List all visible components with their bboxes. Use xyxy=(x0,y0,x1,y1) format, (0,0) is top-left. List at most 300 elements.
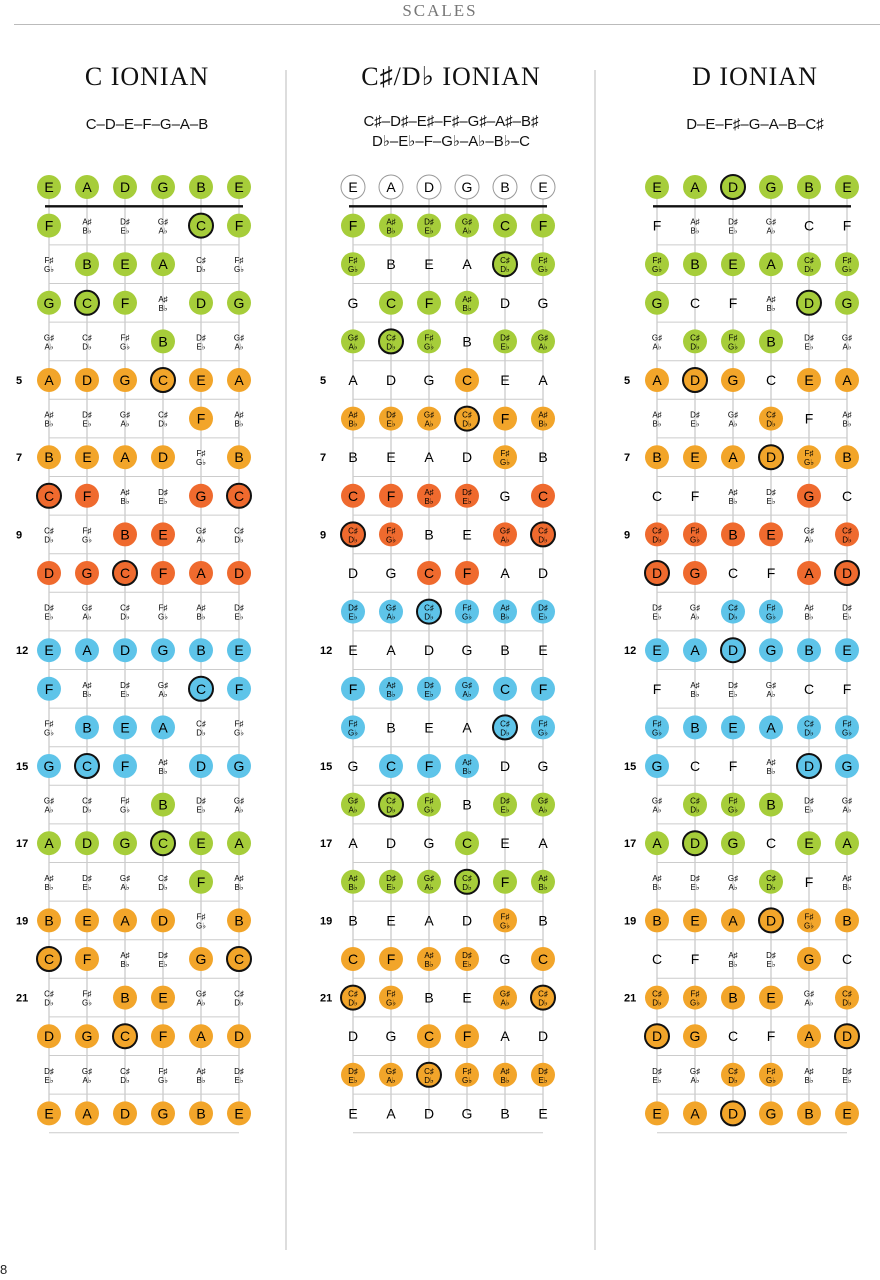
svg-text:C♯: C♯ xyxy=(386,333,396,343)
svg-text:A♭: A♭ xyxy=(500,998,510,1008)
svg-text:A♭: A♭ xyxy=(120,882,130,892)
root-note-marker xyxy=(417,600,441,624)
svg-text:G: G xyxy=(727,372,739,388)
svg-text:D♭: D♭ xyxy=(348,998,358,1008)
scale-note-marker xyxy=(341,329,365,353)
note-label xyxy=(455,175,479,199)
svg-text:D♭: D♭ xyxy=(196,265,206,275)
svg-text:G♯: G♯ xyxy=(651,333,663,343)
svg-text:C♯: C♯ xyxy=(690,796,700,806)
svg-text:G♯: G♯ xyxy=(81,603,93,613)
note-label xyxy=(652,1067,662,1085)
svg-text:A♯: A♯ xyxy=(652,410,662,420)
svg-text:D: D xyxy=(43,565,55,581)
svg-text:B♭: B♭ xyxy=(652,882,662,892)
svg-text:G: G xyxy=(765,642,777,659)
scale-note-marker xyxy=(75,715,99,739)
svg-text:D: D xyxy=(689,372,701,388)
scale-note-marker xyxy=(37,368,61,392)
svg-text:F: F xyxy=(386,951,396,967)
scale-note-marker xyxy=(341,947,365,971)
note-label xyxy=(462,1105,473,1121)
scale-note-marker xyxy=(227,1101,251,1125)
svg-text:G♭: G♭ xyxy=(44,265,54,275)
root-note-marker xyxy=(797,291,821,315)
scale-note-marker xyxy=(37,1024,61,1048)
svg-text:A♭: A♭ xyxy=(120,419,130,429)
svg-text:E: E xyxy=(424,256,434,273)
svg-text:E♭: E♭ xyxy=(196,342,206,352)
svg-text:C: C xyxy=(81,758,93,774)
svg-text:D♯: D♯ xyxy=(538,603,548,613)
svg-text:C: C xyxy=(347,487,359,504)
scale-note-marker xyxy=(759,638,783,662)
svg-text:B: B xyxy=(348,912,358,929)
svg-text:G♭: G♭ xyxy=(842,728,852,738)
svg-text:E♭: E♭ xyxy=(424,226,434,236)
fretboard-diagram xyxy=(620,0,880,1280)
scale-note-marker xyxy=(151,445,175,469)
note-label xyxy=(234,874,243,892)
scale-note-marker xyxy=(227,175,251,199)
svg-text:B♭: B♭ xyxy=(728,496,738,506)
svg-text:A♯: A♯ xyxy=(234,410,244,420)
note-label xyxy=(196,797,206,815)
svg-text:G: G xyxy=(689,565,701,581)
svg-text:D: D xyxy=(537,1028,549,1045)
svg-text:A♯: A♯ xyxy=(44,873,54,883)
scale-note-marker xyxy=(645,754,669,778)
svg-text:A♭: A♭ xyxy=(538,342,548,352)
svg-text:G♭: G♭ xyxy=(690,998,700,1008)
svg-text:D: D xyxy=(651,565,663,581)
svg-text:B♭: B♭ xyxy=(82,689,92,699)
scale-note-marker xyxy=(189,1024,213,1048)
svg-text:F: F xyxy=(424,758,434,774)
svg-text:D: D xyxy=(499,294,511,311)
scale-note-marker xyxy=(75,1024,99,1048)
svg-text:G♯: G♯ xyxy=(803,526,815,536)
note-label xyxy=(804,218,814,234)
note-label xyxy=(728,565,738,581)
svg-text:D: D xyxy=(385,372,397,388)
svg-text:C♯: C♯ xyxy=(158,873,168,883)
note-label xyxy=(44,990,54,1008)
note-label xyxy=(44,1067,54,1085)
svg-text:C♯: C♯ xyxy=(120,603,130,613)
svg-text:G♯: G♯ xyxy=(43,796,55,806)
note-label xyxy=(805,874,814,890)
note-label xyxy=(424,449,434,465)
note-label xyxy=(652,411,661,429)
svg-text:B♭: B♭ xyxy=(690,689,700,699)
svg-text:A♯: A♯ xyxy=(462,294,472,304)
svg-text:C: C xyxy=(765,835,777,852)
svg-text:D♭: D♭ xyxy=(804,265,814,275)
scale-note-marker xyxy=(417,407,441,431)
svg-text:C♯: C♯ xyxy=(766,410,776,420)
svg-text:F: F xyxy=(766,565,776,581)
svg-text:E♭: E♭ xyxy=(386,419,396,429)
svg-text:B♭: B♭ xyxy=(120,960,130,969)
svg-text:E: E xyxy=(44,642,54,659)
scale-note-marker xyxy=(151,1101,175,1125)
svg-text:A♭: A♭ xyxy=(766,689,776,699)
note-label xyxy=(386,1028,397,1044)
svg-text:G: G xyxy=(195,487,207,504)
svg-text:B♭: B♭ xyxy=(462,767,472,776)
note-label xyxy=(653,681,662,697)
scale-note-marker xyxy=(721,986,745,1010)
note-label xyxy=(348,449,357,465)
svg-text:E♭: E♭ xyxy=(234,612,244,622)
scale-note-marker xyxy=(759,1101,783,1125)
svg-text:D: D xyxy=(233,1028,245,1045)
svg-text:C♯: C♯ xyxy=(462,873,472,883)
note-label xyxy=(158,874,168,892)
scale-note-marker xyxy=(797,715,821,739)
svg-text:F: F xyxy=(766,1028,776,1045)
svg-text:E♭: E♭ xyxy=(766,496,776,506)
svg-text:A♭: A♭ xyxy=(424,882,434,892)
svg-text:C: C xyxy=(119,1028,131,1045)
svg-text:G♯: G♯ xyxy=(841,796,853,806)
svg-text:D♯: D♯ xyxy=(804,333,814,343)
svg-text:C: C xyxy=(841,487,853,504)
note-label xyxy=(234,990,244,1008)
svg-text:B: B xyxy=(652,449,662,466)
svg-text:F: F xyxy=(690,951,700,967)
svg-text:F: F xyxy=(82,487,92,504)
svg-text:G♯: G♯ xyxy=(689,1066,701,1076)
svg-text:E: E xyxy=(842,642,852,659)
svg-text:A♭: A♭ xyxy=(234,805,244,815)
svg-text:D♯: D♯ xyxy=(82,873,92,883)
svg-text:A♭: A♭ xyxy=(652,805,662,815)
svg-text:G♯: G♯ xyxy=(195,989,207,999)
svg-text:D♭: D♭ xyxy=(44,998,54,1008)
scale-note-marker xyxy=(645,986,669,1010)
svg-text:G: G xyxy=(537,758,549,774)
svg-text:B♭: B♭ xyxy=(500,612,510,622)
svg-text:C♯: C♯ xyxy=(538,526,548,536)
root-note-marker xyxy=(227,947,251,971)
svg-text:G: G xyxy=(119,372,131,388)
scale-note-marker xyxy=(683,1101,707,1125)
note-label xyxy=(842,411,851,429)
svg-text:G♯: G♯ xyxy=(233,796,245,806)
svg-text:G♭: G♭ xyxy=(462,1075,472,1085)
svg-text:F♯: F♯ xyxy=(728,333,738,343)
note-label xyxy=(120,951,129,969)
svg-text:C♯: C♯ xyxy=(424,1066,434,1076)
svg-text:D♯: D♯ xyxy=(652,1066,662,1076)
svg-text:D: D xyxy=(689,835,701,852)
svg-text:B♭: B♭ xyxy=(842,419,852,429)
svg-text:F: F xyxy=(842,680,852,697)
svg-text:G♭: G♭ xyxy=(44,728,54,738)
scale-note-marker xyxy=(189,754,213,778)
scale-note-marker xyxy=(721,715,745,739)
svg-text:D♯: D♯ xyxy=(500,796,510,806)
svg-text:A♯: A♯ xyxy=(158,758,168,767)
svg-text:A: A xyxy=(500,1028,510,1045)
svg-text:G: G xyxy=(651,758,663,774)
svg-text:A♯: A♯ xyxy=(690,217,700,227)
svg-text:A: A xyxy=(538,835,548,852)
svg-text:A♯: A♯ xyxy=(196,1066,206,1076)
note-label xyxy=(462,912,472,928)
svg-text:D♭: D♭ xyxy=(766,882,776,892)
svg-text:A♯: A♯ xyxy=(690,680,700,690)
svg-text:F: F xyxy=(424,294,434,311)
svg-text:D: D xyxy=(461,449,473,466)
svg-text:C♯: C♯ xyxy=(690,333,700,343)
svg-text:G♭: G♭ xyxy=(804,921,814,931)
svg-text:D: D xyxy=(81,835,93,852)
svg-text:D♭: D♭ xyxy=(120,612,130,622)
note-label xyxy=(500,642,509,658)
root-note-marker xyxy=(721,638,745,662)
note-label xyxy=(843,218,852,234)
scale-note-marker xyxy=(227,908,251,932)
note-label xyxy=(728,681,738,699)
svg-text:D♭: D♭ xyxy=(424,612,434,622)
svg-text:C♯: C♯ xyxy=(120,1066,130,1076)
svg-text:B: B xyxy=(424,526,434,543)
note-label xyxy=(538,1105,547,1121)
note-label xyxy=(500,372,509,388)
note-label xyxy=(158,488,168,506)
svg-text:E: E xyxy=(196,372,206,388)
svg-text:A: A xyxy=(82,642,92,659)
svg-text:A: A xyxy=(348,835,358,852)
svg-text:C: C xyxy=(233,951,245,967)
note-label xyxy=(196,333,206,351)
svg-text:D♭: D♭ xyxy=(158,882,168,892)
scale-note-marker xyxy=(531,329,555,353)
svg-text:B: B xyxy=(120,989,130,1006)
svg-text:E: E xyxy=(690,912,700,929)
svg-text:C♯: C♯ xyxy=(196,719,206,729)
svg-text:C♯: C♯ xyxy=(462,410,472,420)
svg-text:A: A xyxy=(538,372,548,388)
scale-column-d xyxy=(620,0,880,1280)
scale-note-marker xyxy=(75,947,99,971)
svg-text:D: D xyxy=(385,835,397,852)
svg-text:B: B xyxy=(120,526,130,543)
svg-text:B♭: B♭ xyxy=(158,767,168,776)
svg-text:B: B xyxy=(158,796,168,813)
note-label xyxy=(120,333,130,351)
svg-text:A♯: A♯ xyxy=(424,487,434,497)
scale-note-marker xyxy=(455,600,479,624)
note-label xyxy=(44,333,54,351)
note-label xyxy=(804,681,814,697)
svg-text:E♭: E♭ xyxy=(82,882,92,892)
svg-text:E♭: E♭ xyxy=(196,805,206,815)
svg-text:D: D xyxy=(423,642,435,659)
note-label xyxy=(500,565,510,581)
svg-text:G♯: G♯ xyxy=(195,526,207,536)
svg-text:F: F xyxy=(538,217,548,234)
scale-note-marker xyxy=(531,252,555,276)
svg-text:F♯: F♯ xyxy=(120,333,130,343)
svg-text:C: C xyxy=(157,835,169,852)
svg-text:E: E xyxy=(424,719,434,736)
svg-text:G: G xyxy=(765,179,777,195)
note-label xyxy=(341,175,365,199)
scale-note-marker xyxy=(683,522,707,546)
note-label xyxy=(538,295,549,311)
svg-text:B♭: B♭ xyxy=(728,960,738,969)
svg-text:F♯: F♯ xyxy=(196,449,206,459)
svg-text:B♭: B♭ xyxy=(348,882,358,892)
svg-text:F♯: F♯ xyxy=(462,1066,472,1076)
scale-note-marker xyxy=(37,831,61,855)
scale-note-marker xyxy=(379,214,403,238)
svg-text:C: C xyxy=(803,217,815,234)
svg-text:A♭: A♭ xyxy=(44,342,54,352)
scale-note-marker xyxy=(493,908,517,932)
svg-text:B♭: B♭ xyxy=(196,1075,206,1085)
note-label xyxy=(158,951,168,969)
svg-text:E♭: E♭ xyxy=(424,689,434,699)
scale-note-marker xyxy=(531,870,555,894)
svg-text:D♯: D♯ xyxy=(44,1066,54,1076)
scale-note-marker xyxy=(341,600,365,624)
svg-text:G: G xyxy=(841,294,853,311)
scale-note-marker xyxy=(683,329,707,353)
note-label xyxy=(424,912,434,928)
scale-note-marker xyxy=(531,715,555,739)
svg-text:A♯: A♯ xyxy=(424,951,434,960)
note-label xyxy=(44,411,53,429)
svg-text:A: A xyxy=(804,565,814,581)
svg-text:D: D xyxy=(119,1105,131,1122)
svg-text:C: C xyxy=(461,835,473,852)
svg-text:G♭: G♭ xyxy=(348,265,358,275)
svg-text:G♭: G♭ xyxy=(766,1075,776,1085)
svg-text:A: A xyxy=(82,1105,92,1122)
svg-text:E♭: E♭ xyxy=(804,805,814,815)
note-label xyxy=(843,681,852,697)
note-label xyxy=(493,175,517,199)
svg-text:G♯: G♯ xyxy=(385,603,397,613)
fret-number: 15 xyxy=(16,761,29,773)
svg-text:F: F xyxy=(500,410,510,427)
svg-text:G: G xyxy=(43,758,55,774)
svg-text:D♯: D♯ xyxy=(462,487,472,497)
svg-text:D♯: D♯ xyxy=(500,333,510,343)
svg-text:C: C xyxy=(499,217,511,234)
svg-text:E♭: E♭ xyxy=(538,1075,548,1085)
svg-text:D♭: D♭ xyxy=(500,728,510,738)
root-note-marker xyxy=(379,793,403,817)
scale-note-marker xyxy=(493,600,517,624)
scale-note-marker xyxy=(759,175,783,199)
svg-text:B♭: B♭ xyxy=(462,303,472,313)
scale-note-marker xyxy=(227,561,251,585)
scale-note-marker xyxy=(455,677,479,701)
svg-text:E♭: E♭ xyxy=(44,612,54,622)
note-label xyxy=(500,295,510,311)
note-label xyxy=(652,333,662,351)
svg-text:E♭: E♭ xyxy=(690,419,700,429)
note-label xyxy=(424,526,433,542)
svg-text:E♭: E♭ xyxy=(44,1075,54,1085)
svg-text:B: B xyxy=(462,796,472,813)
svg-text:F♯: F♯ xyxy=(196,912,206,922)
svg-text:B♭: B♭ xyxy=(538,882,548,892)
scale-note-marker xyxy=(531,947,555,971)
note-label xyxy=(82,797,92,815)
svg-text:G♯: G♯ xyxy=(347,333,359,343)
note-label xyxy=(538,835,548,851)
svg-text:G: G xyxy=(423,372,435,388)
svg-text:F: F xyxy=(538,680,548,697)
svg-text:B♭: B♭ xyxy=(690,226,700,236)
svg-text:E♭: E♭ xyxy=(462,960,472,969)
svg-text:E♭: E♭ xyxy=(804,342,814,352)
svg-text:C: C xyxy=(499,680,511,697)
scale-note-marker xyxy=(797,831,821,855)
svg-text:B♭: B♭ xyxy=(766,767,776,776)
svg-text:A♯: A♯ xyxy=(728,487,738,497)
scale-column-c-sharp xyxy=(316,0,586,1280)
svg-text:G: G xyxy=(233,294,245,311)
svg-text:C♯: C♯ xyxy=(842,989,852,999)
note-label xyxy=(44,719,54,737)
svg-text:D♯: D♯ xyxy=(158,951,168,960)
scale-note-marker xyxy=(75,175,99,199)
svg-text:A♭: A♭ xyxy=(386,612,396,622)
svg-text:G: G xyxy=(119,835,131,852)
note-label xyxy=(82,1067,92,1085)
svg-text:G: G xyxy=(81,565,93,581)
svg-text:D: D xyxy=(347,565,359,581)
svg-text:A♯: A♯ xyxy=(766,294,776,304)
scale-note-marker xyxy=(455,484,479,508)
svg-text:E: E xyxy=(842,1105,852,1122)
svg-text:F: F xyxy=(196,873,206,890)
scale-note-marker xyxy=(189,638,213,662)
scale-note-marker xyxy=(189,870,213,894)
svg-text:E: E xyxy=(690,449,700,466)
scale-note-marker xyxy=(797,1101,821,1125)
svg-text:D♯: D♯ xyxy=(196,333,206,343)
svg-text:B: B xyxy=(690,719,700,736)
svg-text:B: B xyxy=(842,912,852,929)
svg-text:D♭: D♭ xyxy=(234,535,244,545)
svg-text:D♭: D♭ xyxy=(196,728,206,738)
svg-text:G♭: G♭ xyxy=(538,265,548,275)
svg-text:D♯: D♯ xyxy=(538,1066,548,1076)
svg-text:G♭: G♭ xyxy=(538,728,548,738)
svg-text:A: A xyxy=(652,835,662,852)
svg-text:F: F xyxy=(652,680,662,697)
scale-note-marker xyxy=(455,1063,479,1087)
root-note-marker xyxy=(493,252,517,276)
note-label xyxy=(690,874,700,892)
svg-text:G♭: G♭ xyxy=(652,728,662,738)
scale-note-marker xyxy=(683,252,707,276)
note-label xyxy=(234,526,244,544)
scale-note-marker xyxy=(835,252,859,276)
note-label xyxy=(82,990,92,1008)
svg-text:E: E xyxy=(158,526,168,543)
svg-text:D♯: D♯ xyxy=(690,873,700,883)
